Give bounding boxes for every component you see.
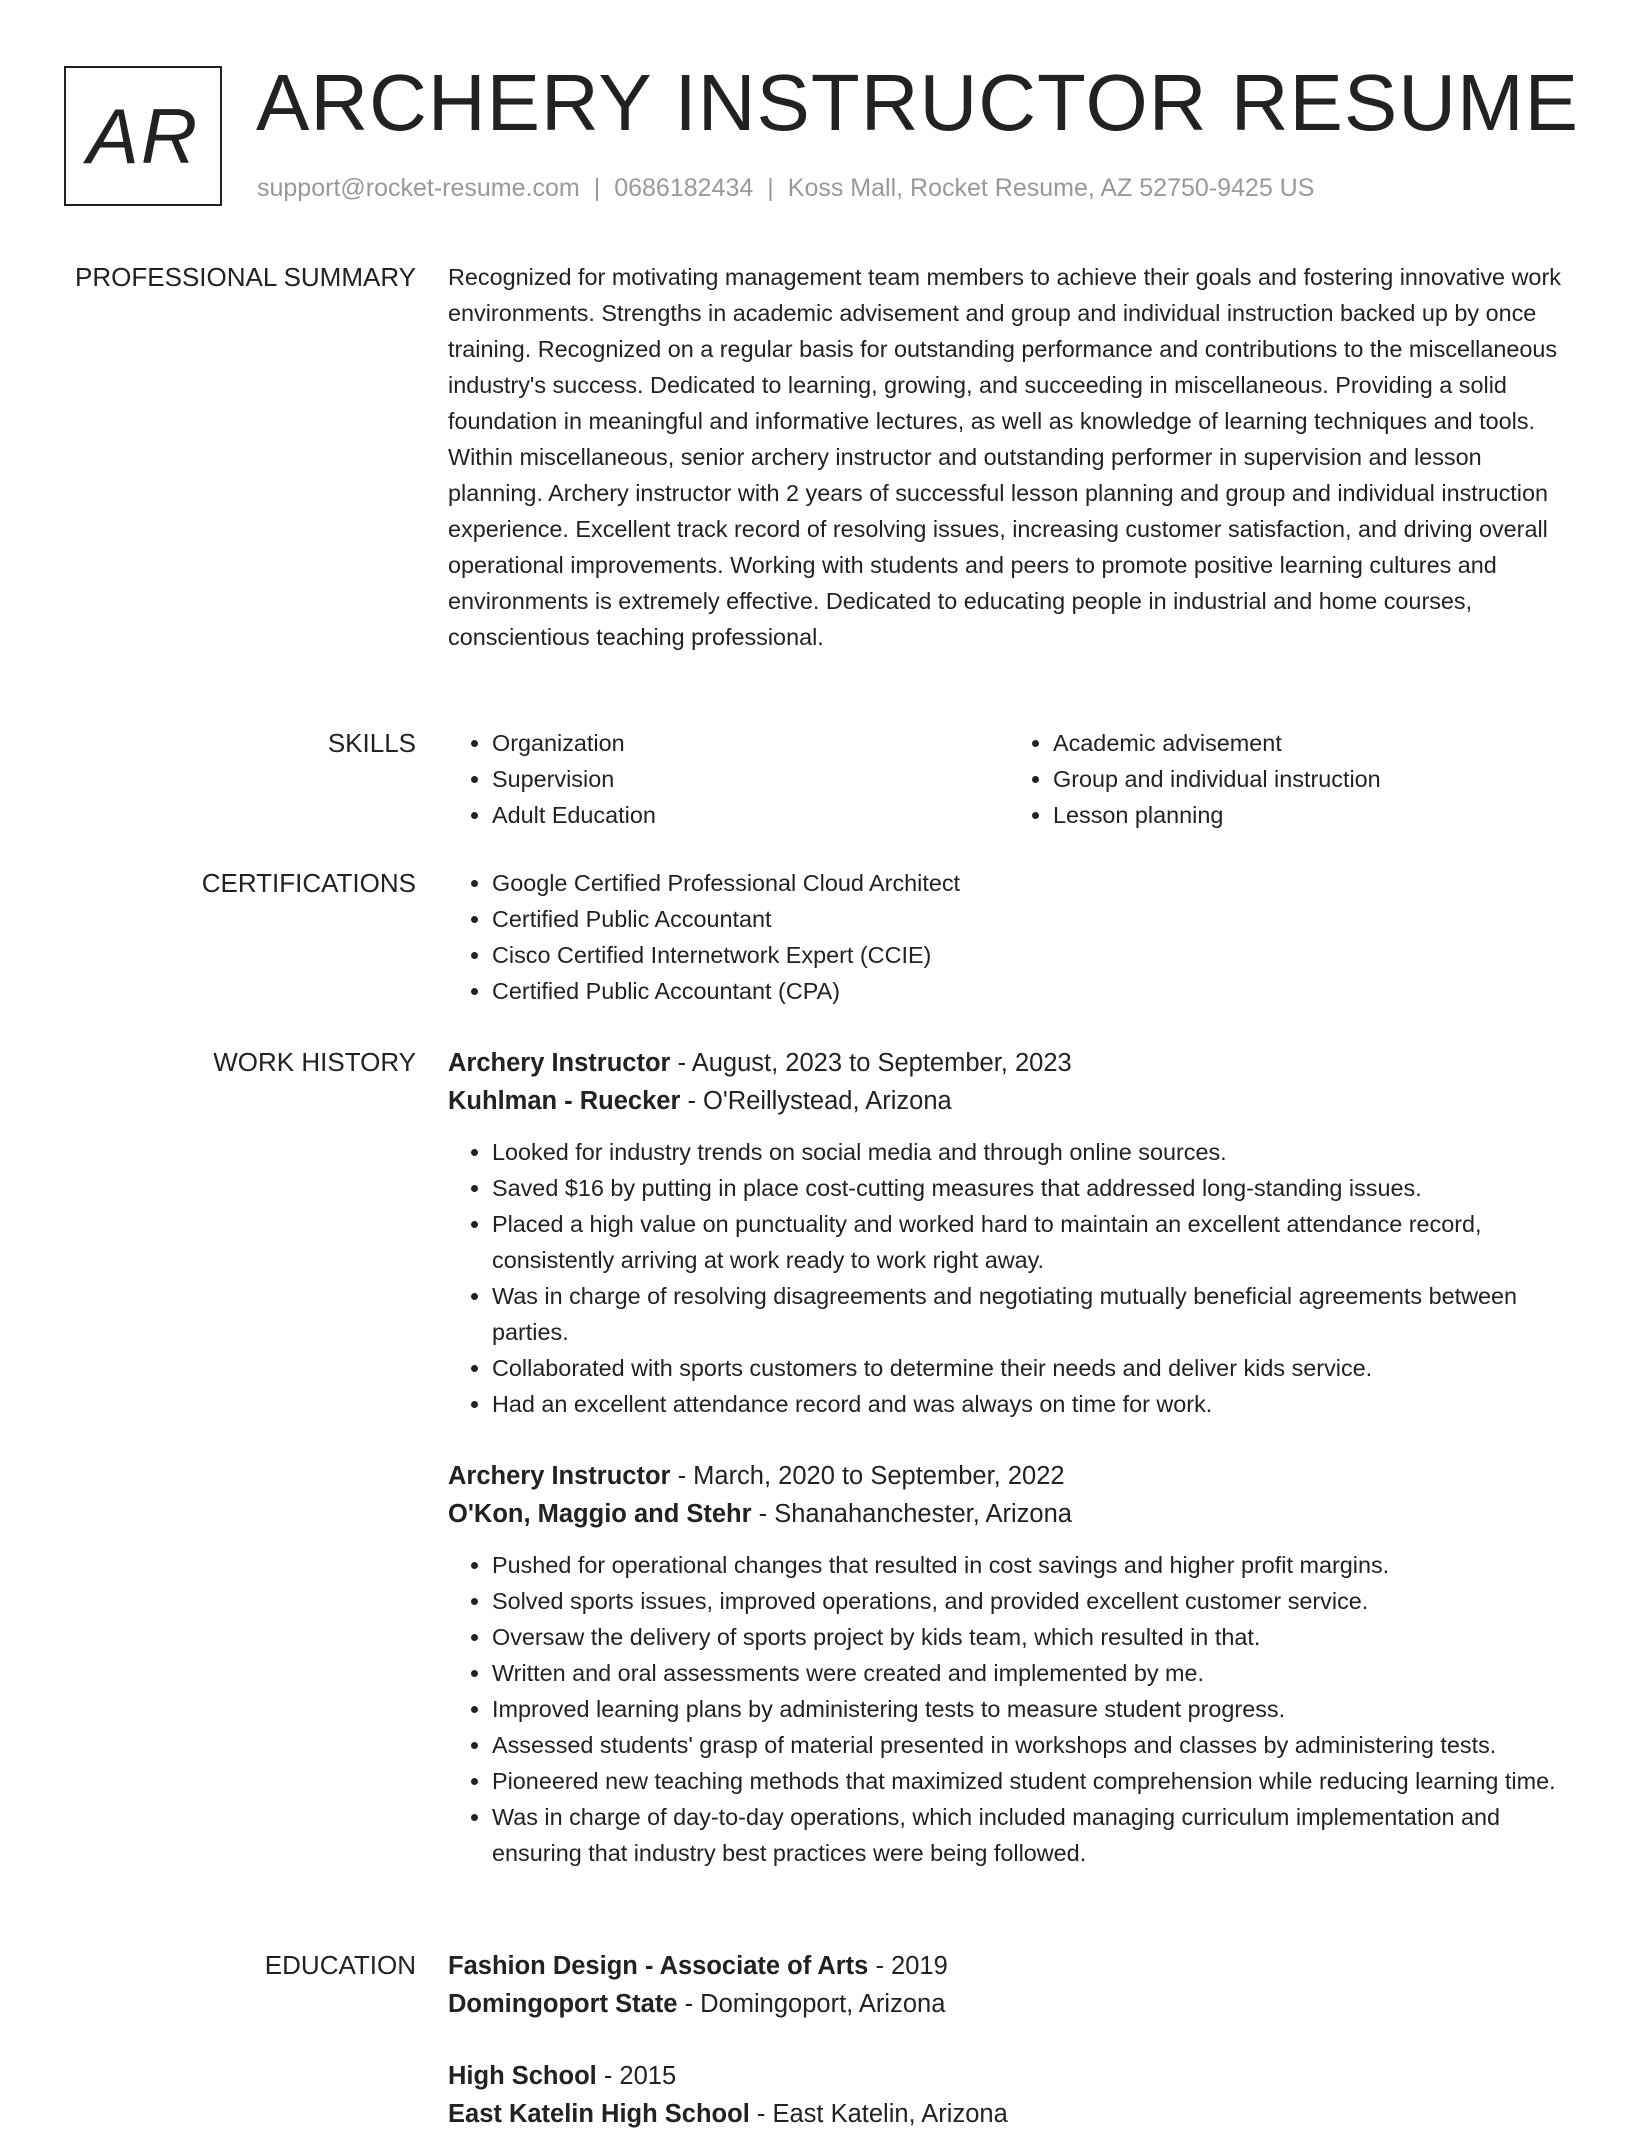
education-degree: High School — [448, 2062, 597, 2090]
job-entry — [448, 1044, 1570, 1422]
certification-item: • Google Certified Professional Cloud Architect — [492, 865, 1570, 901]
job-bullet: • Oversaw the delivery of sports project by kids team, which resulted in that. — [492, 1619, 1570, 1655]
job-bullet: • Saved $16 by putting in place cost-cutting measures that addressed long-standing issues. — [492, 1170, 1570, 1206]
certification-item: • Certified Public Accountant — [492, 901, 1570, 937]
job-title-line — [448, 1044, 1570, 1082]
education-school-line — [448, 1985, 1570, 2023]
job-bullet: • Pushed for operational changes that resulted in cost savings and higher profit margins. — [492, 1547, 1570, 1583]
job-title: Archery Instructor — [448, 1462, 671, 1490]
certification-item: • Cisco Certified Internetwork Expert (CCIE) — [492, 937, 1570, 973]
job-company: Kuhlman - Ruecker — [448, 1087, 681, 1115]
job-bullets — [448, 1134, 1570, 1422]
skill-item: • Adult Education — [492, 797, 1009, 833]
skill-item: • Lesson planning — [1053, 797, 1570, 833]
job-dates: - August, 2023 to September, 2023 — [670, 1049, 1072, 1077]
contact-separator: | — [593, 174, 601, 202]
job-location: - Shanahanchester, Arizona — [751, 1500, 1072, 1528]
job-bullet: • Was in charge of day-to-day operations, which included managing curriculum implementation and ensuring that industry best practices were being followed. — [492, 1799, 1570, 1871]
section-label-summary: PROFESSIONAL SUMMARY — [75, 262, 416, 292]
section-label-skills: SKILLS — [327, 728, 416, 758]
education-school: East Katelin High School — [448, 2100, 750, 2128]
job-location: - O'Reillystead, Arizona — [680, 1087, 952, 1115]
section-label-work-history: WORK HISTORY — [213, 1047, 416, 1077]
education-entry — [448, 2057, 1570, 2133]
job-bullet: • Placed a high value on punctuality and worked hard to maintain an excellent attendance record, consistently arriving at work ready to work right away. — [492, 1206, 1570, 1278]
skill-item: • Group and individual instruction — [1053, 761, 1570, 797]
education-location: - East Katelin, Arizona — [749, 2100, 1008, 2128]
job-bullet: • Looked for industry trends on social media and through online sources. — [492, 1134, 1570, 1170]
certifications-list — [448, 865, 1570, 1009]
contact-phone[interactable]: 0686182434 — [614, 174, 754, 202]
summary-text: Recognized for motivating management team members to achieve their goals and fostering innovative work environments. Strengths in academic advisement and group and individual instruction backed up by once training. Recognized on a regular basis for outstanding performance and contributions to the miscellaneous industry's success. Dedicated to learning, growing, and succeeding in miscellaneous. Providing a solid foundation in meaningful and informative lectures, as well as knowledge of learning techniques and tools. Within miscellaneous, senior archery instructor and outstanding performer in supervision and lesson planning. Archery instructor with 2 years of successful lesson planning and group and individual instruction experience. Excellent track record of resolving issues, increasing customer satisfaction, and driving overall operational improvements. Working with students and peers to promote positive learning cultures and environments is extremely effective. Dedicated to educating people in industrial and home courses, conscientious teaching professional. — [448, 264, 1561, 650]
education-school-line — [448, 2095, 1570, 2133]
contact-address: Koss Mall, Rocket Resume, AZ 52750-9425 US — [787, 174, 1315, 202]
job-company-line — [448, 1082, 1570, 1120]
job-dates: - March, 2020 to September, 2022 — [670, 1462, 1065, 1490]
job-bullet: • Improved learning plans by administering tests to measure student progress. — [492, 1691, 1570, 1727]
education-degree-line — [448, 1947, 1570, 1985]
job-title: Archery Instructor — [448, 1049, 671, 1077]
skill-item: • Organization — [492, 725, 1009, 761]
certification-item: • Certified Public Accountant (CPA) — [492, 973, 1570, 1009]
education-entry — [448, 1947, 1570, 2023]
job-bullet: • Collaborated with sports customers to determine their needs and deliver kids service. — [492, 1350, 1570, 1386]
education-school: Domingoport State — [448, 1990, 678, 2018]
job-bullet: • Solved sports issues, improved operations, and provided excellent customer service. — [492, 1583, 1570, 1619]
skill-item: • Academic advisement — [1053, 725, 1570, 761]
job-bullet: • Pioneered new teaching methods that maximized student comprehension while reducing learning time. — [492, 1763, 1570, 1799]
section-label-certifications: CERTIFICATIONS — [201, 868, 416, 898]
job-bullet: • Was in charge of resolving disagreements and negotiating mutually beneficial agreements between parties. — [492, 1278, 1570, 1350]
job-entry — [448, 1457, 1570, 1871]
job-company-line — [448, 1495, 1570, 1533]
resume-title: ARCHERY INSTRUCTOR RESUME — [256, 58, 1579, 147]
education-degree-line — [448, 2057, 1570, 2095]
job-bullets — [448, 1547, 1570, 1871]
skill-item: • Supervision — [492, 761, 1009, 797]
contact-line — [257, 174, 1314, 203]
contact-separator: | — [767, 174, 774, 202]
job-company: O'Kon, Maggio and Stehr — [448, 1500, 752, 1528]
skills-list-right — [1009, 725, 1570, 833]
education-location: - Domingoport, Arizona — [677, 1990, 946, 2018]
education-year: - 2015 — [596, 2062, 677, 2090]
job-bullet: • Assessed students' grasp of material presented in workshops and classes by administering tests. — [492, 1727, 1570, 1763]
job-title-line — [448, 1457, 1570, 1495]
monogram-logo: AR — [64, 66, 222, 206]
job-bullet: • Written and oral assessments were created and implemented by me. — [492, 1655, 1570, 1691]
section-label-education: EDUCATION — [264, 1950, 416, 1980]
education-degree: Fashion Design - Associate of Arts — [448, 1952, 869, 1980]
education-year: - 2019 — [868, 1952, 948, 1980]
contact-email[interactable]: support@rocket-resume.com — [257, 174, 580, 202]
skills-list-left — [448, 725, 1009, 833]
job-bullet: • Had an excellent attendance record and was always on time for work. — [492, 1386, 1570, 1422]
